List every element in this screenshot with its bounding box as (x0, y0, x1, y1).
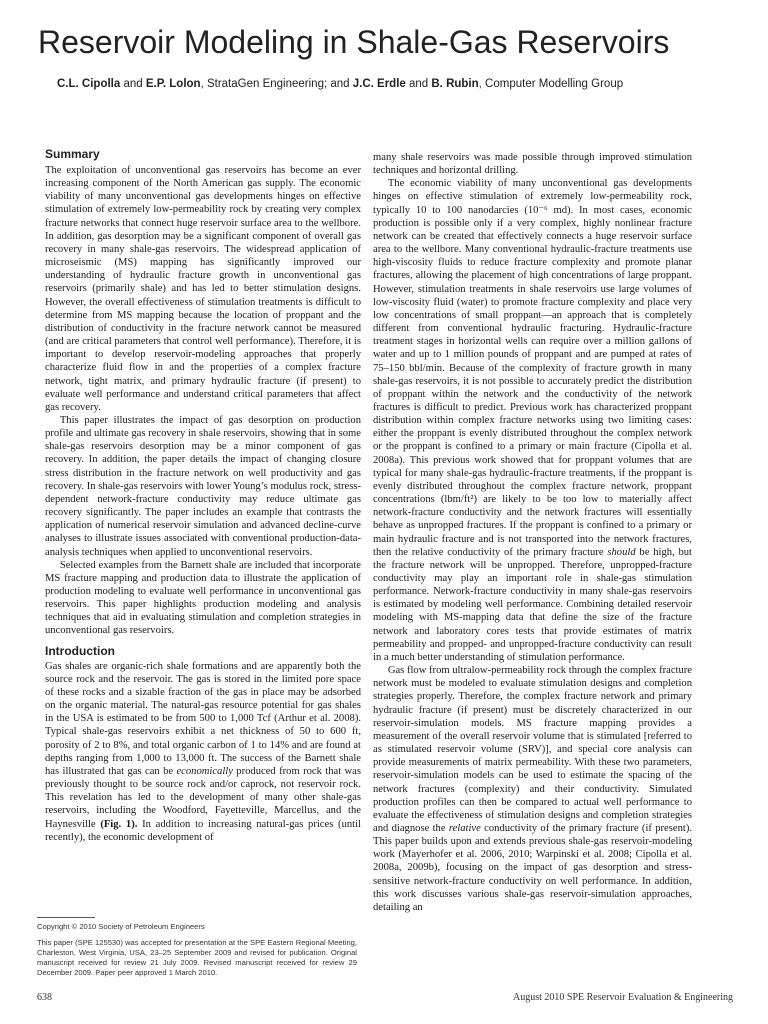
affiliation-2: , Computer Modelling Group (478, 78, 624, 90)
publication-note: This paper (SPE 125530) was accepted for presentation at the SPE Eastern Regional Meeting, Charleston, West Virginia, USA, 23–25 September 2009 and revised for publication. Original manuscript received for review 21 July 2009. Revised manuscript received for review 29 December 2009. Paper peer approved 1 March 2010. (37, 938, 357, 977)
summary-paragraph-3: Selected examples from the Barnett shale are included that incorporate MS fracture mapping and production data to illustrate the application of production modeling to evaluate well performance in unconventional gas reservoirs. This paper highlights production modeling and analysis techniques that aid in evaluating stimulation and completion strategies in unconventional gas reservoirs. (45, 559, 361, 637)
summary-heading: Summary (45, 147, 100, 161)
introduction-paragraph-1 (45, 660, 361, 844)
paper-title: Reservoir Modeling in Shale-Gas Reservoirs (38, 24, 670, 60)
author-line (57, 76, 747, 92)
author-2: E.P. Lolon (145, 78, 201, 90)
author-sep-2: and (405, 78, 432, 90)
footnote-divider (37, 917, 95, 918)
author-4: B. Rubin (431, 78, 479, 90)
right-p1-emphasis: should (607, 546, 636, 558)
summary-paragraph-2: This paper illustrates the impact of gas desorption on production profile and ultimate gas recovery in shale reservoirs, showing that in some shale-gas reservoirs desorption may be a minor component of gas recovery. In addition, the paper details the impact of changing closure stress distribution in the fracture network on well productivity and gas recovery. In shale-gas reservoirs with lower Young’s modulus rock, stress-dependent network-fracture conductivity may reduce ultimate gas recovery significantly. The paper includes an example that contrasts the application of numerical reservoir simulation and advanced decline-curve analyses to illustrate issues associated with conventional production-data-analysis techniques when applied to unconventional reservoirs. (45, 414, 361, 558)
right-paragraph-2 (373, 664, 692, 914)
summary-paragraph-1: The exploitation of unconventional gas reservoirs has become an ever increasing component of the North American gas supply. The economic viability of many unconventional gas developments hinges on effective stimulation of extremely low-permeability rock by creating very complex fracture networks that connect huge reservoir surface area to the wellbore. In addition, gas desorption may be a significant component of overall gas recovery in many shale-gas reservoirs. The widespread application of microseismic (MS) mapping has significantly improved our understanding of hydraulic fracture growth in unconventional gas reservoirs (primarily shale) and has led to better stimulation designs. However, the overall effectiveness of stimulation treatments is difficult to determine from MS mapping because the location of proppant and the distribution of conductivity in the fracture network cannot be measured (and are critical parameters that control well performance). Therefore, it is important to develop reservoir-modeling approaches that properly characterize fluid flow in and the properties of a complex fracture network, tight matrix, and primary hydraulic fracture (if present) to evaluate well performance and understand critical parameters that affect gas recovery. (45, 165, 361, 413)
introduction-heading: Introduction (45, 643, 115, 658)
left-column (45, 146, 361, 844)
page-number: 638 (37, 992, 52, 1003)
affiliation-1: , StrataGen Engineering; and (200, 78, 353, 90)
copyright-notice: Copyright © 2010 Society of Petroleum Engineers (37, 922, 205, 931)
journal-footer: August 2010 SPE Reservoir Evaluation & Engineering (513, 992, 733, 1003)
intro-emphasis: economically (176, 765, 233, 777)
right-p2-text-a: Gas flow from ultralow-permeability rock through the complex fracture network must be modeled to evaluate stimulation designs and completion strategies properly. Therefore, the complex fracture network and primary hydraulic fracture (if present) must be discretely characterized in our reservoir-simulation models. MS fracture mapping provides a measurement of the overall reservoir volume that is stimulated [referred to as stimulated reservoir volume (SRV)], and special core analysis can provide measurements of matrix permeability. With these two parameters, reservoir-simulation models can be used to estimate the spacing of the network fractures (complexity) and their conductivity. Simulated production profiles can then be compared to actual well performance to evaluate the effectiveness of stimulation designs and completion strategies and diagnose the (373, 665, 693, 834)
figure-1-reference[interactable]: (Fig. 1). (100, 818, 138, 830)
intro-text-b: produced from rock that was previously thought to be source rock and/or caprock, not reservoir rock. This revelation has led to the development of many other shale-gas reservoirs, including the Woodford, Fayetteville, Marcellus, and the Haynesville (45, 765, 362, 830)
intro-text-a: Gas shales are organic-rich shale formations and are apparently both the source rock and the reservoir. The gas is stored in the limited pore space of these rocks and a sizable fraction of the gas in place may be adsorbed on the organic material. The natural-gas resource potential for gas shales in the USA is estimated to be from 500 to 1,000 Tcf (Arthur et al. 2008). Typical shale-gas reservoirs exhibit a net thickness of 50 to 600 ft, porosity of 2 to 8%, and total organic carbon of 1 to 14% and are found at depths ranging from 1,000 to 13,000 ft. The success of the Barnett shale has illustrated that gas can be (45, 660, 361, 777)
author-3: J.C. Erdle (352, 78, 406, 90)
right-p2-emphasis: relative (448, 822, 481, 834)
right-paragraph-1 (373, 177, 692, 664)
intro-text-c: In addition to increasing natural-gas prices (until recently), the economic development of (45, 818, 361, 843)
right-p1-text-a: The economic viability of many unconventional gas developments hinges on effective stimulation of extremely low-permeability rock, typically 10 to 100 nanodarcies (10⁻⁶ md). In most cases, economic production is possible only if a very complex, highly nonlinear fracture network can be created that effectively connects a huge reservoir surface area to the wellbore. Many conventional hydraulic-fracture treatments use high-viscosity fluids to reduce fracture complexity and promote planar fractures, allowing the placement of high concentrations of large proppant. However, stimulation treatments in shale reservoirs use large volumes of low-viscosity fluid (water) to promote fracture complexity and place very low concentrations of small proppant—an approach that is completely different from conventional hydraulic fracturing. Hydraulic-fracture treatment stages in horizontal wells can require over a million gallons of water and up to 1 million pounds of proppant and are pumped at rates of 75–150 bbl/min. Because of the complexity of fracture growth in many shale-gas reservoirs, it is not possible to accurately predict the distribution of proppant within the network and the conductivity of the network fractures is difficult to predict. Previous work has characterized proppant distribution within complex fracture networks using two limiting cases: either the proppant is evenly distributed throughout the complex network or the proppant is confined to a primary or main fracture (Cipolla et al. 2008a). This previous work showed that for proppant volumes that are typical for many shale-gas hydraulic-fracture treatments, if the proppant is evenly distributed throughout the complex fracture network, proppant concentrations (lbm/ft²) are likely to be too low to materially affect network-fracture conductivity and the network fractures will essentially behave as unpropped fractures. If the proppant is confined to a primary or main hydraulic fracture and is not transported into the network fractures, then the relative conductivity of the primary fracture (373, 178, 692, 558)
author-1: C.L. Cipolla (57, 78, 121, 90)
author-sep-1: and (120, 78, 146, 90)
right-p1-text-b: be high, but the fracture network will be unpropped. Therefore, unpropped-fracture conductivity may play an important role in shale-gas stimulation performance. Network-fracture conductivity in many shale-gas reservoirs is estimated by modeling well performance. Combining detailed reservoir modeling with MS-mapping data that define the size of the fracture network and laboratory cores tests that provide estimates of matrix permeability and propped- and unpropped-fracture conductivity can result in a much better understanding of stimulation performance. (373, 546, 692, 663)
right-paragraph-0: many shale reservoirs was made possible through improved stimulation techniques and horizontal drilling. (373, 152, 692, 177)
right-p2-text-b: conductivity of the primary fracture (if present). This paper builds upon and extends previous shale-gas reservoir-modeling work (Mayerhofer et al. 2006, 2010; Warpinski et al. 2008; Cipolla et al. 2008a, 2009b), focusing on the impact of gas desorption and stress-sensitive network-fracture conductivity on well performance. In addition, this work discusses various shale-gas reservoir-simulation approaches, detailing an (373, 822, 693, 913)
right-column (373, 151, 692, 914)
